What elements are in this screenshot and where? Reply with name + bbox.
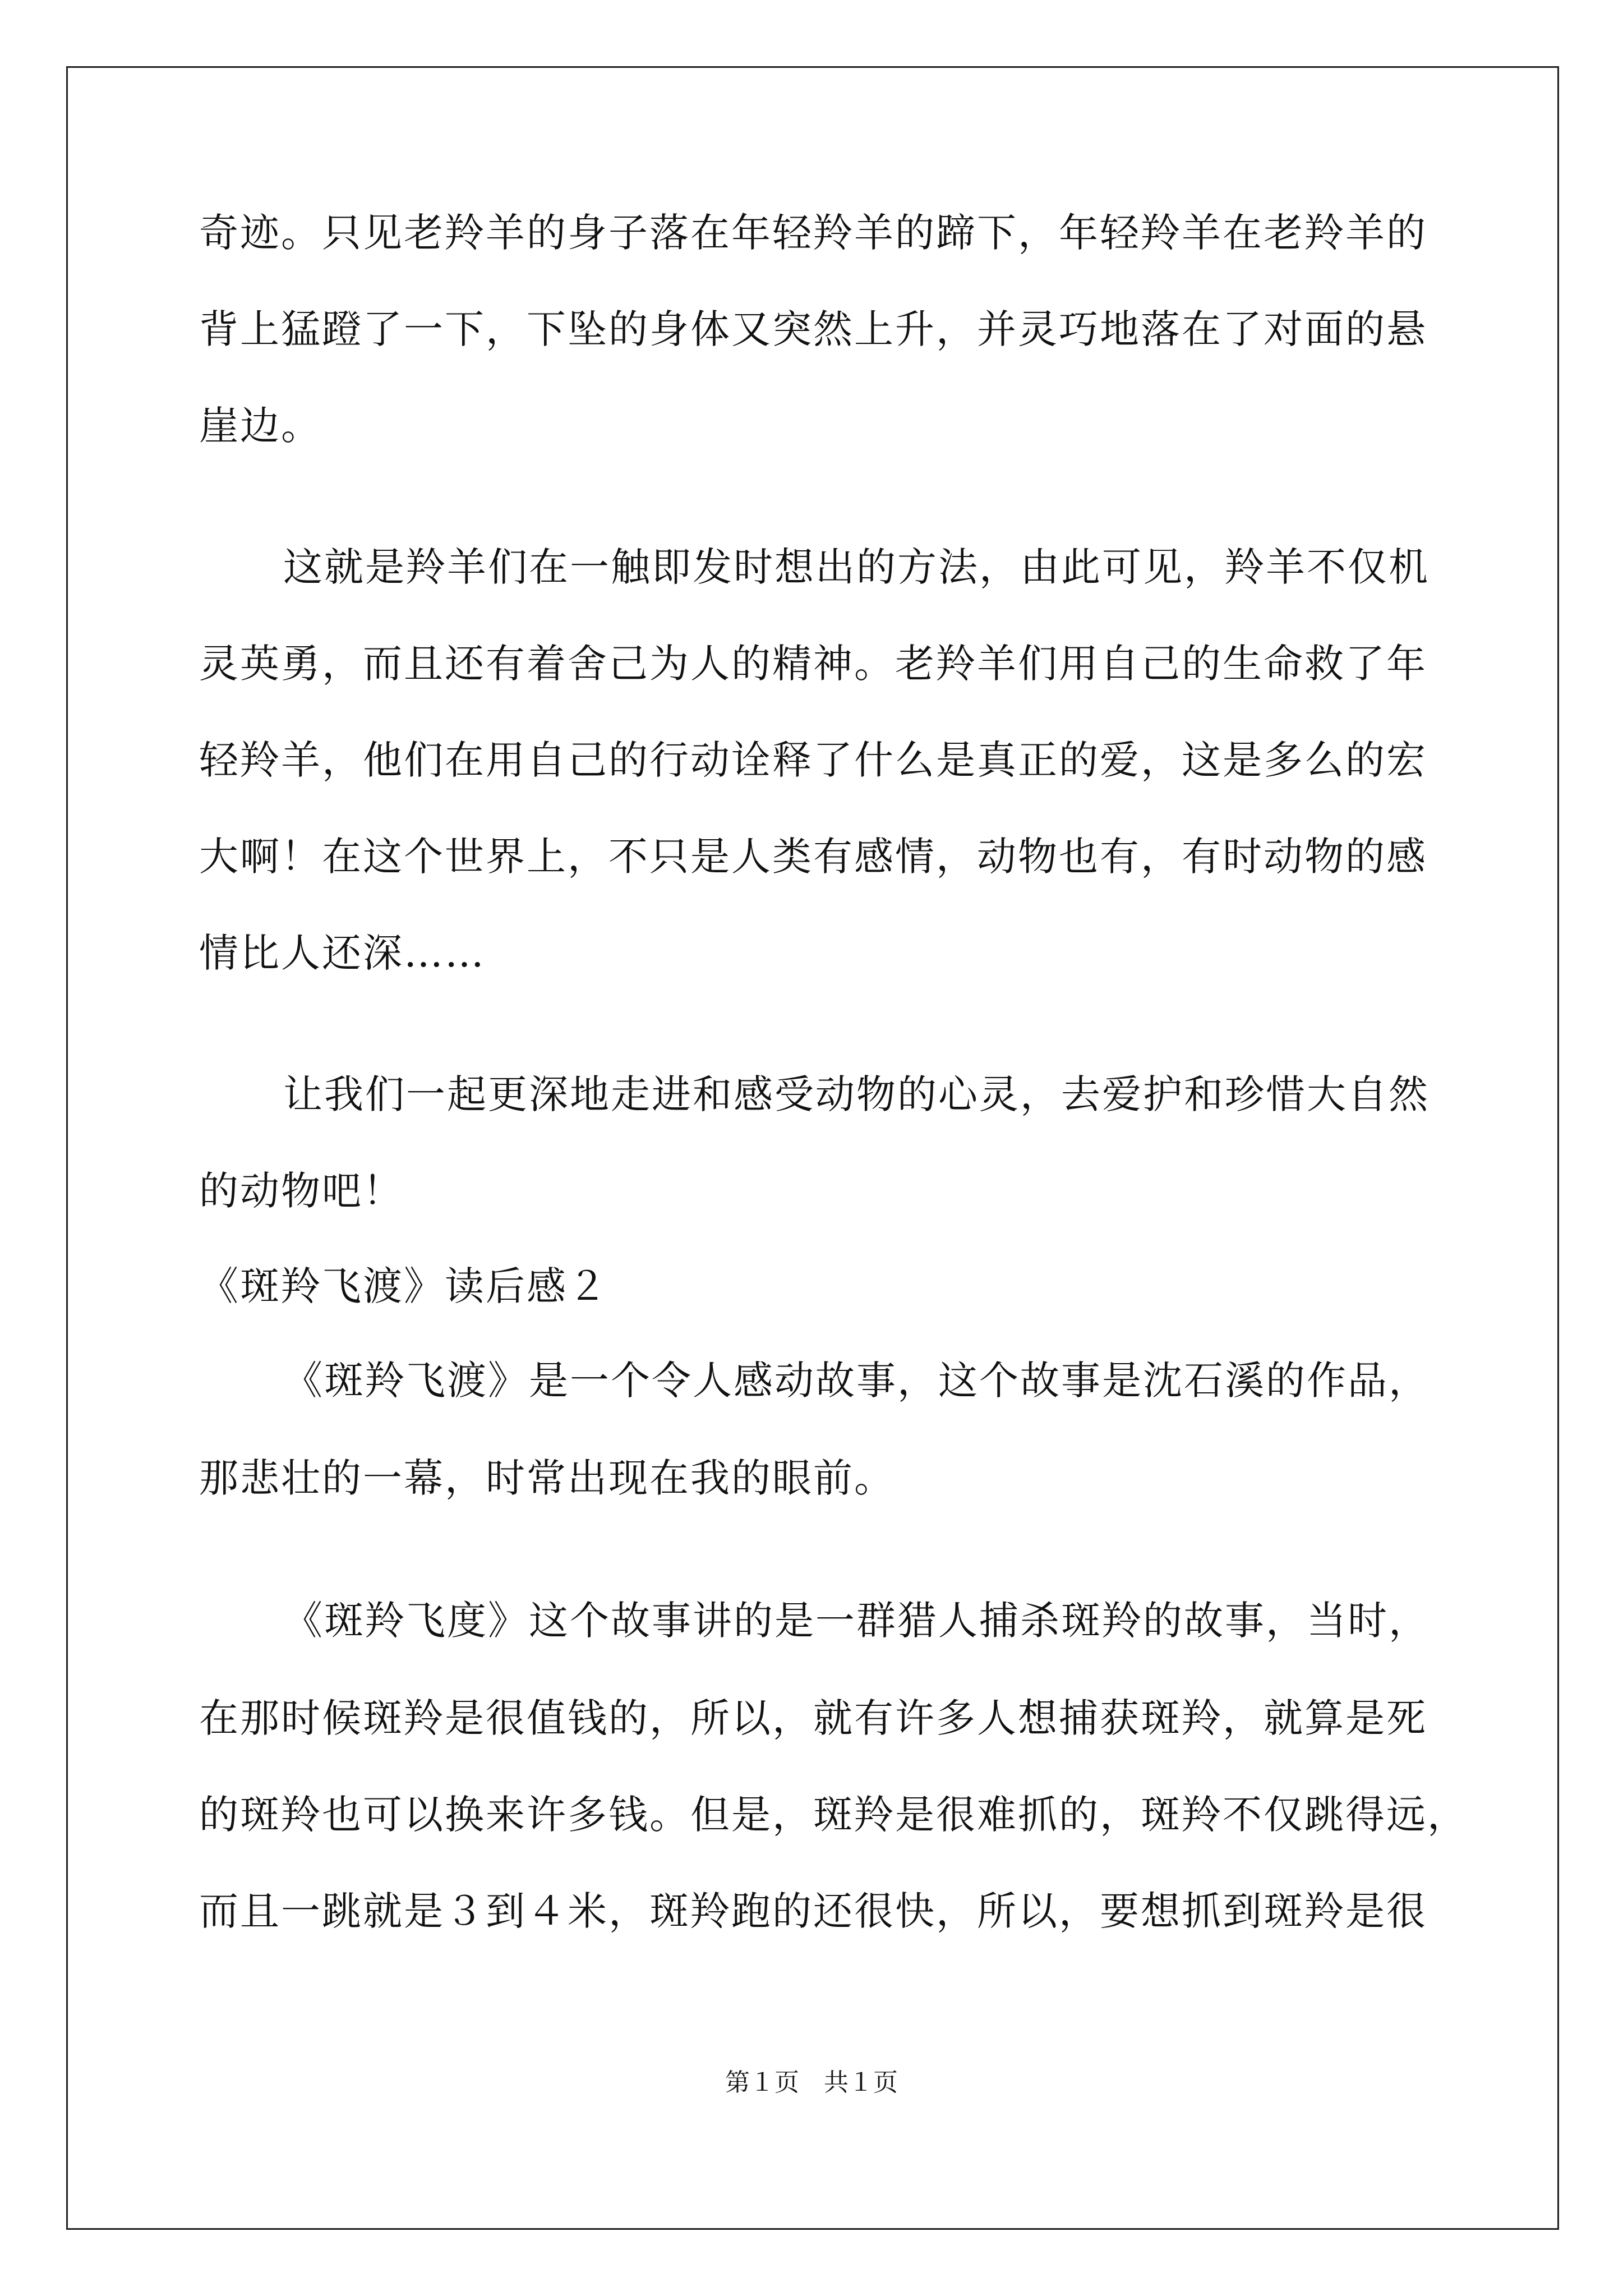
text-line: 崖边。 (199, 403, 322, 449)
text-line: 这就是羚羊们在一触即发时想出的方法，由此可见，羚羊不仅机 (283, 544, 1430, 590)
section-heading: 《斑羚飞渡》读后感２ (199, 1263, 608, 1309)
text-line: 轻羚羊，他们在用自己的行动诠释了什么是真正的爱，这是多么的宏 (199, 737, 1427, 783)
text-line: 在那时候斑羚是很值钱的，所以，就有许多人想捕获斑羚，就算是死 (199, 1695, 1427, 1741)
text-line: 的斑羚也可以换来许多钱。但是，斑羚是很难抓的，斑羚不仅跳得远， (199, 1792, 1468, 1838)
text-line: 《斑羚飞度》这个故事讲的是一群猎人捕杀斑羚的故事，当时， (283, 1598, 1430, 1644)
text-line: 让我们一起更深地走进和感受动物的心灵，去爱护和珍惜大自然 (283, 1071, 1430, 1117)
text-line: 的动物吧！ (199, 1168, 404, 1214)
text-line: 情比人还深…… (199, 930, 486, 976)
text-line: 奇迹。只见老羚羊的身子落在年轻羚羊的蹄下，年轻羚羊在老羚羊的 (199, 210, 1427, 256)
text-line: 《斑羚飞渡》是一个令人感动故事，这个故事是沈石溪的作品， (283, 1358, 1430, 1404)
text-line: 灵英勇，而且还有着舍己为人的精神。老羚羊们用自己的生命救了年 (199, 641, 1427, 687)
text-line: 背上猛蹬了一下，下坠的身体又突然上升，并灵巧地落在了对面的悬 (199, 306, 1427, 352)
page-footer: 第１页 共１页 (725, 2068, 898, 2097)
text-line: 大啊！在这个世界上，不只是人类有感情，动物也有，有时动物的感 (199, 834, 1427, 880)
text-line: 而且一跳就是３到４米，斑羚跑的还很快，所以，要想抓到斑羚是很 (199, 1888, 1427, 1934)
text-line: 那悲壮的一幕，时常出现在我的眼前。 (199, 1455, 895, 1501)
